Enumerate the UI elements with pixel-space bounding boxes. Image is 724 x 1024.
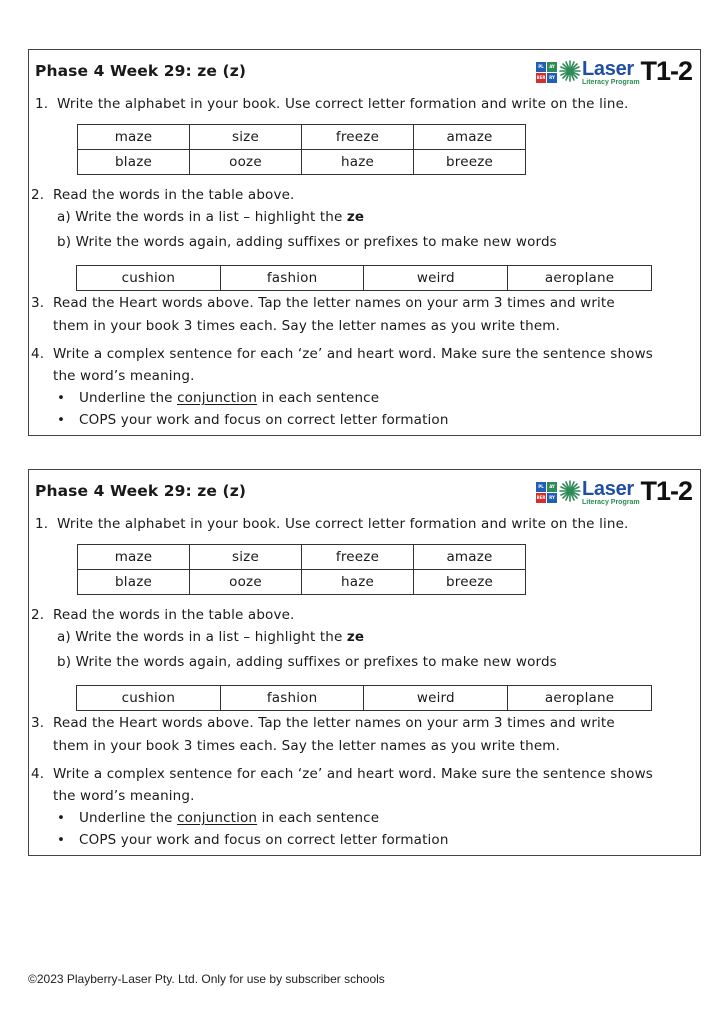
question-text: Read the words in the table above. — [53, 187, 295, 203]
laser-logo — [536, 58, 692, 88]
question-2b — [57, 654, 557, 670]
table-row — [77, 686, 652, 711]
logo-subtitle: Literacy Program — [582, 79, 640, 86]
word-cell: maze — [78, 545, 190, 570]
underlined-term: conjunction — [177, 810, 258, 826]
question-text: Write a complex sentence for each ‘ze’ and heart word. Make sure the sentence shows — [53, 766, 653, 782]
word-cell: ooze — [190, 570, 302, 595]
level-tag: T1-2 — [640, 476, 692, 506]
word-cell: blaze — [78, 570, 190, 595]
question-3-continued: them in your book 3 times each. Say the letter names as you write them. — [53, 318, 561, 334]
laser-logo — [536, 478, 692, 508]
heart-word-cell: cushion — [77, 686, 221, 711]
word-cell: freeze — [302, 125, 414, 150]
sunburst-icon — [559, 480, 581, 502]
word-cell: breeze — [414, 150, 526, 175]
subquestion-label: a) — [57, 629, 71, 645]
bullet-item: • Underline the conjunction in each sentence — [79, 810, 379, 826]
level-tag: T1-2 — [640, 56, 692, 86]
question-number: 3. — [31, 715, 45, 731]
question-2a — [57, 629, 364, 645]
word-cell: amaze — [414, 125, 526, 150]
heart-word-cell: weird — [364, 266, 508, 291]
question-text: Read the Heart words above. Tap the letter names on your arm 3 times and write — [53, 715, 615, 731]
question-2 — [31, 607, 295, 623]
heart-word-cell: weird — [364, 686, 508, 711]
highlight-pattern: ze — [346, 629, 365, 645]
underlined-term: conjunction — [177, 390, 258, 406]
heart-word-cell: aeroplane — [508, 266, 652, 291]
heart-word-cell: aeroplane — [508, 686, 652, 711]
heart-words-table — [76, 685, 652, 711]
bullet-item: • Underline the conjunction in each sentence — [79, 390, 379, 406]
subquestion-label: b) — [57, 234, 72, 250]
subquestion-text: Write the words again, adding suffixes or prefixes to make new words — [75, 234, 557, 250]
worksheet-card — [28, 469, 701, 856]
worksheet-title: Phase 4 Week 29: ze (z) — [35, 62, 247, 80]
question-2b — [57, 234, 557, 250]
question-number: 1. — [35, 516, 49, 532]
question-number: 2. — [31, 607, 45, 623]
heart-word-cell: fashion — [220, 686, 364, 711]
highlight-pattern: ze — [346, 209, 365, 225]
question-2 — [31, 187, 295, 203]
question-4-continued: the word’s meaning. — [53, 788, 195, 804]
word-cell: amaze — [414, 545, 526, 570]
word-cell: haze — [302, 570, 414, 595]
word-table — [77, 544, 526, 595]
table-row — [78, 150, 526, 175]
question-text: Read the words in the table above. — [53, 607, 295, 623]
word-cell: size — [190, 545, 302, 570]
question-4 — [31, 766, 653, 782]
subquestion-text: Write the words in a list – highlight the — [75, 629, 343, 645]
word-cell: haze — [302, 150, 414, 175]
question-number: 4. — [31, 346, 45, 362]
table-row — [78, 570, 526, 595]
question-number: 3. — [31, 295, 45, 311]
playberry-tiles-icon: PL AY BER RY — [536, 62, 558, 84]
bullet-item: • COPS your work and focus on correct letter formation — [79, 412, 449, 428]
worksheet-card — [28, 49, 701, 436]
question-number: 1. — [35, 96, 49, 112]
question-2a — [57, 209, 364, 225]
logo-subtitle: Literacy Program — [582, 499, 640, 506]
subquestion-text: Write the words in a list – highlight the — [75, 209, 343, 225]
question-number: 2. — [31, 187, 45, 203]
subquestion-text: Write the words again, adding suffixes or prefixes to make new words — [75, 654, 557, 670]
sunburst-icon — [559, 60, 581, 82]
question-3 — [31, 295, 615, 311]
heart-word-cell: cushion — [77, 266, 221, 291]
logo-wordmark: Laser — [582, 58, 634, 80]
worksheet-title: Phase 4 Week 29: ze (z) — [35, 482, 247, 500]
question-1 — [35, 516, 629, 532]
question-text: Write a complex sentence for each ‘ze’ and heart word. Make sure the sentence shows — [53, 346, 653, 362]
question-4 — [31, 346, 653, 362]
question-3-continued: them in your book 3 times each. Say the letter names as you write them. — [53, 738, 561, 754]
word-cell: maze — [78, 125, 190, 150]
question-text: Read the Heart words above. Tap the letter names on your arm 3 times and write — [53, 295, 615, 311]
question-text: Write the alphabet in your book. Use correct letter formation and write on the line. — [57, 516, 629, 532]
word-cell: blaze — [78, 150, 190, 175]
subquestion-label: b) — [57, 654, 72, 670]
playberry-tiles-icon: PL AY BER RY — [536, 482, 558, 504]
word-cell: freeze — [302, 545, 414, 570]
question-text: Write the alphabet in your book. Use correct letter formation and write on the line. — [57, 96, 629, 112]
question-number: 4. — [31, 766, 45, 782]
table-row — [78, 125, 526, 150]
question-3 — [31, 715, 615, 731]
word-cell: size — [190, 125, 302, 150]
word-cell: breeze — [414, 570, 526, 595]
word-table — [77, 124, 526, 175]
heart-word-cell: fashion — [220, 266, 364, 291]
question-4-continued: the word’s meaning. — [53, 368, 195, 384]
logo-wordmark: Laser — [582, 478, 634, 500]
heart-words-table — [76, 265, 652, 291]
table-row — [78, 545, 526, 570]
bullet-item: • COPS your work and focus on correct letter formation — [79, 832, 449, 848]
copyright-footer: ©2023 Playberry-Laser Pty. Ltd. Only for use by subscriber schools — [28, 972, 385, 986]
subquestion-label: a) — [57, 209, 71, 225]
table-row — [77, 266, 652, 291]
word-cell: ooze — [190, 150, 302, 175]
question-1 — [35, 96, 629, 112]
